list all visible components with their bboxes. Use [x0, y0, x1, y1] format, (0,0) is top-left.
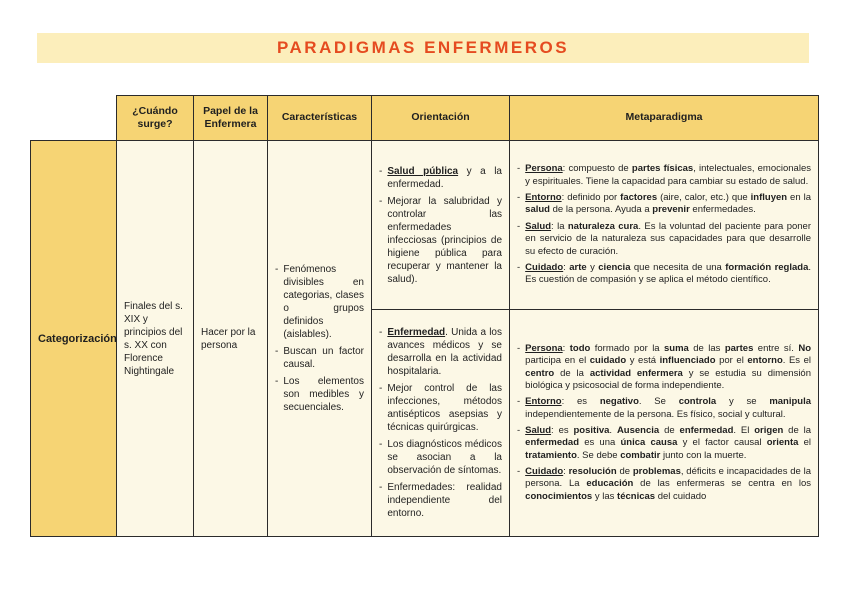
list-dash: -	[379, 383, 383, 394]
list-dash: -	[379, 195, 383, 207]
list-dash: -	[517, 163, 521, 175]
cell-metaparadigma-nightingale	[510, 141, 819, 310]
list-item-text: Persona: todo formado por la suma de las partes entre sí. No participa en el cuidado y está influenciado por el entorno. Es el centro de la actividad enfermera y se estudia su dimensión biológica y psicosocial de forma independiente.	[525, 342, 812, 391]
list-dash: -	[275, 376, 279, 387]
list-dash: -	[275, 346, 279, 357]
cell-metaparadigma-enfermedad	[510, 310, 819, 537]
list-item-text: Buscan un factor causal.	[283, 346, 364, 370]
list-item-text: Enfermedad. Unida a los avances médicos y se desarrolla en la actividad hospitalaria.	[387, 327, 502, 377]
list-item	[517, 163, 811, 188]
list-dash: -	[517, 192, 521, 204]
header-row	[31, 96, 819, 141]
list-item	[379, 326, 502, 378]
list-item-text: Los diagnósticos médicos se asocian a la observación de síntomas.	[387, 439, 502, 476]
list-item-text: Mejorar la salubridad y controlar las enfermedades infecciosas (principios de higiene pública para recuperar y mantener la salud).	[387, 195, 502, 285]
page-title: PARADIGMAS ENFERMEROS	[276, 38, 570, 57]
list-item-text: Los elementos son medibles y secuenciales.	[283, 376, 364, 413]
list-item	[379, 438, 502, 477]
list-item-text: Cuidado: arte y ciencia que necesita de una formación reglada. Es cuestión de compasión y se aplica el método científico.	[525, 261, 812, 286]
column-header-metaparadigma: Metaparadigma	[510, 96, 819, 141]
list-dash: -	[275, 264, 279, 275]
list-item	[275, 345, 364, 371]
list-dash: -	[517, 261, 521, 273]
list-item-text: Persona: compuesto de partes físicas, intelectuales, emocionales y espirituales. Tiene la capacidad para cambiar su estado de salud.	[525, 163, 811, 187]
list-dash: -	[379, 482, 383, 493]
list-dash: -	[379, 165, 383, 177]
list-dash: -	[517, 425, 521, 436]
list-item	[517, 221, 811, 258]
list-item	[517, 192, 811, 217]
cell-orientacion-enfermedad	[372, 310, 510, 537]
list-item	[379, 382, 502, 434]
list-item	[379, 481, 502, 520]
list-item-text: Entorno: es negativo. Se controla y se manipula independientemente de la persona. Es físico, social y cultural.	[525, 396, 812, 420]
column-header-papel-enfermera: Papel de la Enfermera	[194, 96, 268, 141]
list-dash: -	[379, 439, 383, 450]
list-dash: -	[379, 327, 383, 338]
list-item-text: Mejor control de las infecciones, métodos antisépticos asepsias y técnicas quirúrgicas.	[387, 383, 502, 433]
list-dash: -	[517, 396, 521, 408]
list-item-text: Salud: es positiva. Ausencia de enfermedad. El origen de la enfermedad es una única causa y el factor causal orienta el tratamiento. Se debe combatir junto con la muerte.	[525, 425, 812, 461]
body-row-top	[31, 141, 819, 310]
column-header-caracteristicas: Características	[268, 96, 372, 141]
list-item-text: Enfermedades: realidad independiente del entorno.	[387, 482, 502, 519]
list-dash: -	[517, 466, 521, 478]
cell-cuando-surge: Finales del s. XIX y principios del s. XX con Florence Nightingale	[117, 141, 194, 537]
cell-caracteristicas	[268, 141, 372, 537]
list-dash: -	[517, 220, 521, 232]
paradigms-table	[30, 95, 819, 537]
title-banner	[37, 33, 809, 63]
column-header-orientacion: Orientación	[372, 96, 510, 141]
cell-papel-enfermera: Hacer por la persona	[194, 141, 268, 537]
empty-corner-cell	[31, 96, 117, 141]
list-item	[517, 343, 811, 392]
list-item	[517, 262, 811, 287]
list-item	[275, 263, 364, 341]
list-item	[379, 165, 502, 191]
cell-orientacion-salud-publica	[372, 141, 510, 310]
list-item	[517, 396, 811, 421]
column-header-cuando-surge: ¿Cuándo surge?	[117, 96, 194, 141]
list-item-text: Fenómenos divisibles en categorias, clases o grupos definidos (aislables).	[283, 264, 364, 340]
list-item	[275, 375, 364, 414]
list-item-text: Salud: la naturaleza cura. Es la voluntad del paciente para poner en servicio de la naturaleza sus capacidades para que desarrolle su efecto de curación.	[525, 220, 812, 257]
list-item-text: Salud pública y a la enfermedad.	[387, 165, 502, 190]
row-label-categorizacion: Categorización	[31, 141, 117, 537]
list-item-text: Entorno: definido por factores (aire, calor, etc.) que influyen en la salud de la persona. Ayuda a prevenir enfermedades.	[525, 192, 811, 216]
list-item	[379, 195, 502, 286]
list-item	[517, 466, 811, 503]
list-dash: -	[517, 342, 521, 354]
list-item	[517, 425, 811, 462]
list-item-text: Cuidado: resolución de problemas, déficits e incapacidades de la persona. La educación de las enfermeras se centra en los conocimientos y las técnicas del cuidado	[525, 466, 811, 502]
